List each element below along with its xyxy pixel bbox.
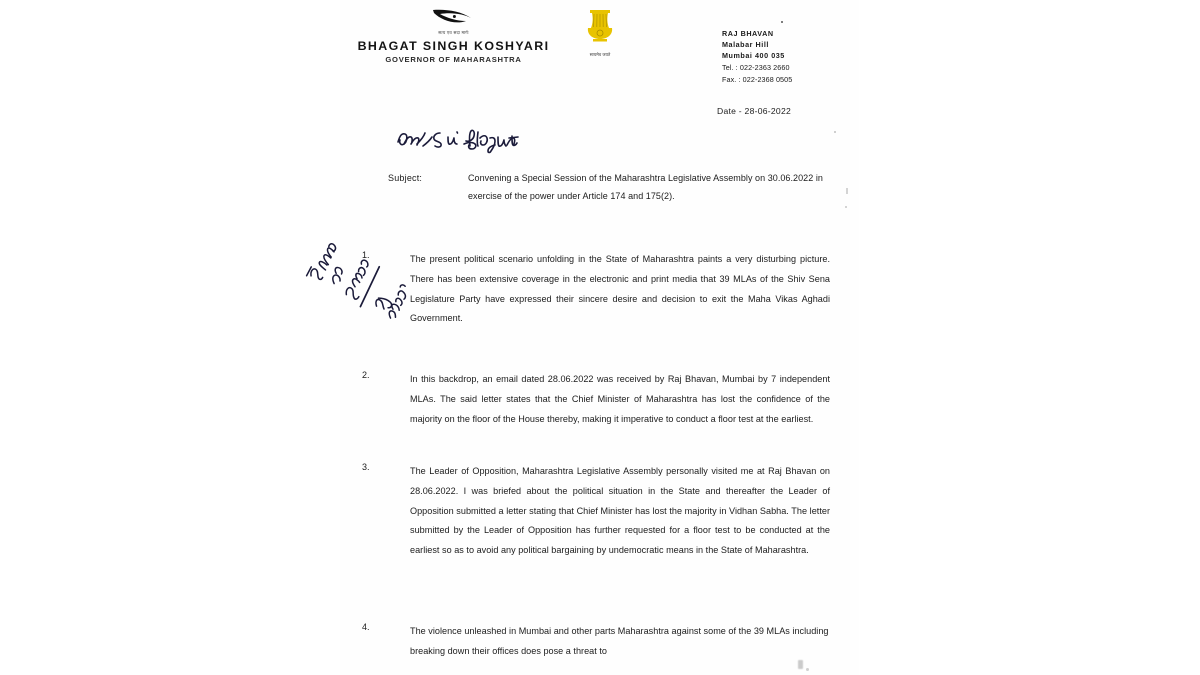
scan-speck [781,21,783,23]
subject-label: Subject: [388,173,423,183]
swoosh-icon [431,8,477,28]
paragraph-text: The violence unleashed in Mumbai and other parts Maharashtra against some of the 39 MLAs including breaking down their offices does pose a threat to [410,626,829,656]
address-line-3: Mumbai 400 035 [722,50,785,60]
governor-identity-block [356,8,551,64]
address-line-2: Malabar Hill [722,39,769,49]
address-line-1: RAJ BHAVAN [722,29,774,38]
paragraph-text: The Leader of Opposition, Maharashtra Legislative Assembly personally visited me at Raj Bhavan on 28.06.2022. I was briefed about the political situation in the State and thereafter the Leader of Opposition submitted a letter stating that Chief Minister has lost the majority in Vidhan Sabha. The letter submitted by the Leader of Opposition has further requested for a floor test to be conducted at the earliest so as to avoid any political bargaining by undemocratic means in the State of Maharashtra. [410,466,830,556]
governor-title: GOVERNOR OF MAHARASHTRA [385,55,522,65]
governor-name: BHAGAT SINGH KOSHYARI [357,39,550,54]
date-line: Date - 28-06-2022 [717,106,791,116]
letter-page [340,0,859,675]
address-telephone: Tel. : 022-2363 2660 [722,62,790,72]
governor-logo-motto: सत्य एव सदा मार्गः [438,30,469,35]
ashoka-lion-capital-icon [582,7,618,47]
scan-smudge-dot [806,668,809,671]
subject-text: Convening a Special Session of the Maharashtra Legislative Assembly on 30.06.2022 in exercise of the power under Article 174 and 175(2). [468,173,823,201]
national-emblem-motto: सत्यमेव जयते [589,52,611,57]
paragraph-number: 4. [362,622,370,632]
scan-stray-mark [846,188,848,194]
scan-stray-mark [845,206,847,208]
raj-bhavan-address [722,29,792,86]
scan-smudge [798,660,803,669]
paragraph-text: The present political scenario unfolding in the State of Maharashtra paints a very disturbing picture. There has been extensive coverage in the electronic and print media that 39 MLAs of the Shiv Sena Legislature Party have expressed their sincere desire and decision to exit the Maha Vikas Aghadi Government. [410,254,830,324]
handwritten-margin-noting [298,225,425,331]
handwriting-salutation-icon [392,124,622,156]
address-fax: Fax. : 022-2368 0505 [722,74,793,84]
paragraph-number: 1. [362,250,370,260]
handwritten-salutation [392,124,622,156]
maharashtra-emblem-icon [356,8,551,30]
paragraph-text: In this backdrop, an email dated 28.06.2022 was received by Raj Bhavan, Mumbai by 7 independent MLAs. The said letter states that the Chief Minister of Maharashtra has lost the confidence of the majority on the floor of the House thereby, making it imperative to conduct a floor test at the earliest. [410,374,830,424]
national-emblem-block [565,7,635,57]
paragraph-number: 2. [362,370,370,380]
scan-stray-mark [834,131,836,133]
handwriting-margin-icon [298,225,425,331]
paragraph-number: 3. [362,462,370,472]
